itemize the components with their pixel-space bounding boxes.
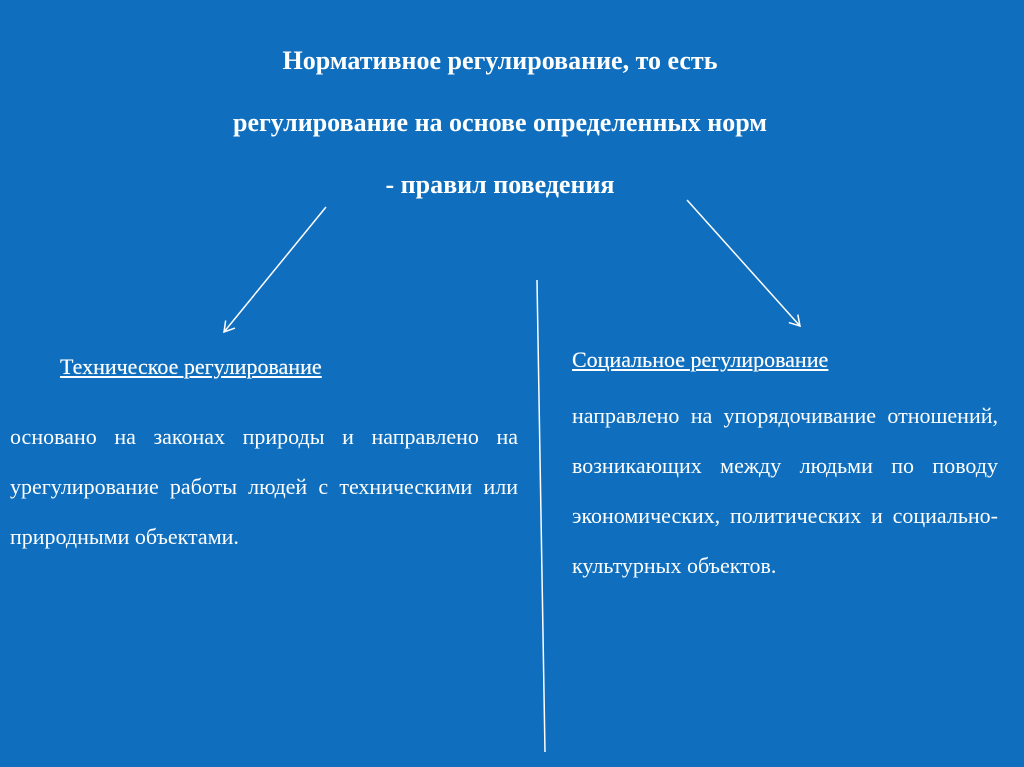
technical-regulation-heading: Техническое регулирование [60, 354, 322, 379]
title-line-3: - правил поведения [385, 170, 615, 199]
social-regulation-text: направлено на упорядочивание отношений, возникающих между людьми по поводу экономических, политических и социально-культурных объектов. [572, 403, 998, 578]
arrow-left [224, 207, 326, 332]
technical-regulation-text: основано на законах природы и направлено на урегулирование работы людей с техническими или природными объектами. [10, 424, 518, 549]
title-line-2: регулирование на основе определенных норм [233, 108, 767, 137]
title-line-1: Нормативное регулирование, то есть [282, 46, 718, 75]
divider-line [537, 280, 545, 752]
arrow-right [687, 200, 800, 326]
social-regulation-heading: Социальное регулирование [572, 347, 829, 372]
